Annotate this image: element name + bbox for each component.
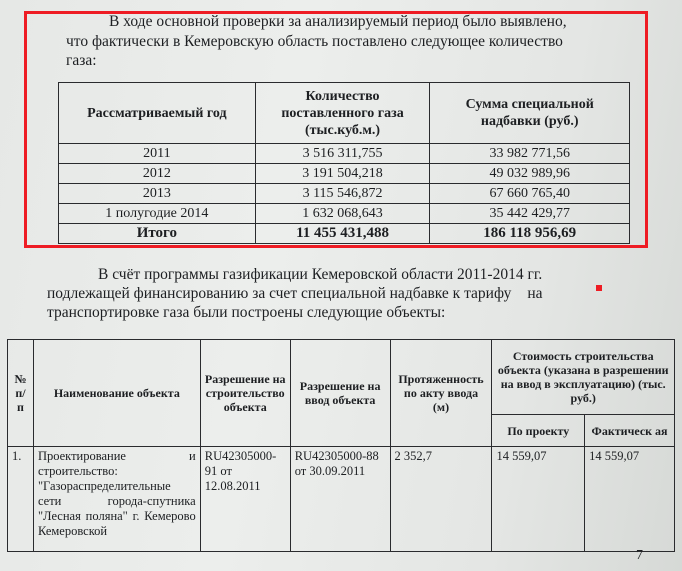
second-para-line-2-end: на — [527, 285, 543, 302]
red-marker — [596, 285, 602, 291]
header-num: № п/п — [8, 340, 34, 447]
cell-surcharge: 33 982 771,56 — [430, 144, 630, 164]
second-para-line-2 — [47, 284, 543, 303]
table-row — [8, 447, 675, 552]
total-label: Итого — [59, 224, 256, 244]
second-para-line-3: транспортировке газа были построены следующие объекты: — [47, 304, 446, 321]
cell-surcharge: 35 442 429,77 — [430, 204, 630, 224]
cell-volume: 3 516 311,755 — [255, 144, 430, 164]
table-header-row — [59, 83, 630, 144]
cell-build-permit: RU42305000-91 от 12.08.2011 — [200, 447, 290, 552]
table-total-row — [59, 224, 630, 244]
second-para-line-2-text: подлежащей финансированию за счет специальной надбавке к тарифу — [47, 285, 512, 302]
header-gas-volume: Количество поставленного газа (тыс.куб.м.) — [255, 83, 430, 144]
header-length: Протяженность по акту ввода (м) — [390, 340, 492, 447]
cell-object-name: Проектирование и строительство: "Газораспределительные сети города-спутника "Лесная поляна" г. Кемерово Кемеровской — [33, 447, 200, 552]
table-row — [59, 204, 630, 224]
total-volume: 11 455 431,488 — [255, 224, 430, 244]
intro-line-1: В ходе основной проверки за анализируемый период было выявлено, — [109, 13, 567, 30]
cell-by-project: 14 559,07 — [492, 447, 585, 552]
header-build-permit: Разрешение на строительство объекта — [200, 340, 290, 447]
header-object-name: Наименование объекта — [33, 340, 200, 447]
intro-line-3: газа: — [66, 52, 97, 69]
table-row — [59, 144, 630, 164]
cell-actual: 14 559,07 — [585, 447, 675, 552]
cell-length: 2 352,7 — [390, 447, 492, 552]
intro-line-2: что фактически в Кемеровскую область поставлено следующее количество — [66, 33, 563, 50]
cell-volume: 3 191 504,218 — [255, 164, 430, 184]
cell-year: 2013 — [59, 184, 256, 204]
cell-volume: 3 115 546,872 — [255, 184, 430, 204]
header-actual: Фактическ ая — [585, 415, 675, 447]
cell-surcharge: 49 032 989,96 — [430, 164, 630, 184]
total-surcharge: 186 118 956,69 — [430, 224, 630, 244]
cell-year: 2012 — [59, 164, 256, 184]
table-row — [59, 184, 630, 204]
cell-year: 2011 — [59, 144, 256, 164]
cell-volume: 1 632 068,643 — [255, 204, 430, 224]
cell-surcharge: 67 660 765,40 — [430, 184, 630, 204]
second-para-line-1: В счёт программы газификации Кемеровской области 2011-2014 гг. — [98, 266, 543, 283]
cell-year: 1 полугодие 2014 — [59, 204, 256, 224]
objects-table — [7, 339, 675, 552]
cell-commission-permit: RU42305000-88 от 30.09.2011 — [290, 447, 390, 552]
header-by-project: По проекту — [492, 415, 585, 447]
header-year: Рассматриваемый год — [59, 83, 256, 144]
header-surcharge: Сумма специальной надбавки (руб.) — [430, 83, 630, 144]
page-number: 7 — [636, 548, 643, 563]
table-row — [59, 164, 630, 184]
gas-supply-table — [58, 82, 630, 244]
cell-num: 1. — [8, 447, 34, 552]
header-cost: Стоимость строительства объекта (указана в разрешении на ввод в эксплуатацию) (тыс. руб.) — [492, 340, 675, 415]
header-commission-permit: Разрешение на ввод объекта — [290, 340, 390, 447]
table-header-row — [8, 340, 675, 415]
